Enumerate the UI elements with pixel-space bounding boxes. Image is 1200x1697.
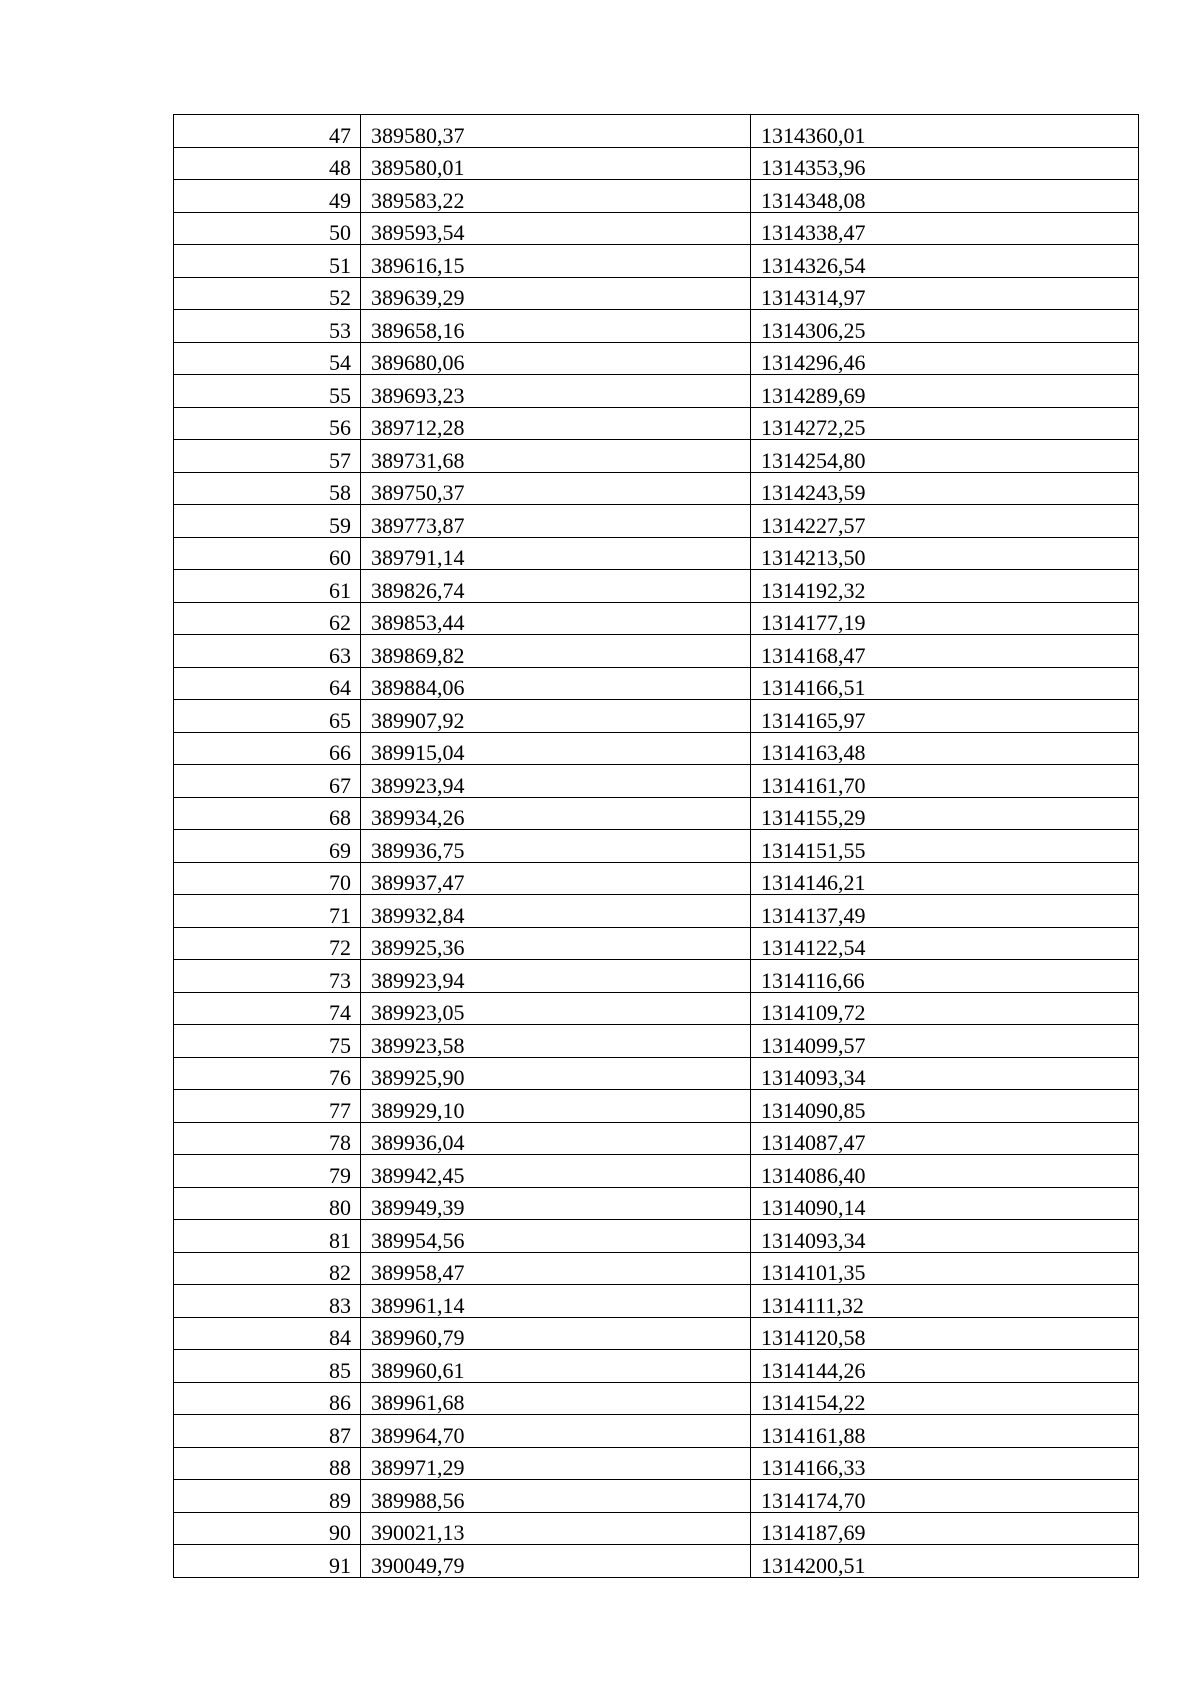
y-coordinate-cell: 1314090,85 — [751, 1090, 1139, 1123]
point-number-cell: 56 — [174, 407, 361, 440]
point-number-cell: 53 — [174, 310, 361, 343]
table-row — [174, 1057, 1139, 1090]
table-row — [174, 375, 1139, 408]
point-number-cell: 82 — [174, 1252, 361, 1285]
table-row — [174, 960, 1139, 993]
y-coordinate-cell: 1314227,57 — [751, 505, 1139, 538]
y-coordinate-cell: 1314187,69 — [751, 1512, 1139, 1545]
y-coordinate-cell: 1314122,54 — [751, 927, 1139, 960]
y-coordinate-cell: 1314243,59 — [751, 472, 1139, 505]
table-row — [174, 1447, 1139, 1480]
x-coordinate-cell: 389907,92 — [361, 700, 751, 733]
point-number-cell: 77 — [174, 1090, 361, 1123]
table-row — [174, 1252, 1139, 1285]
point-number-cell: 68 — [174, 797, 361, 830]
x-coordinate-cell: 389923,94 — [361, 960, 751, 993]
x-coordinate-cell: 389936,04 — [361, 1122, 751, 1155]
x-coordinate-cell: 389936,75 — [361, 830, 751, 863]
y-coordinate-cell: 1314338,47 — [751, 212, 1139, 245]
y-coordinate-cell: 1314151,55 — [751, 830, 1139, 863]
table-row — [174, 147, 1139, 180]
x-coordinate-cell: 389954,56 — [361, 1220, 751, 1253]
point-number-cell: 70 — [174, 862, 361, 895]
point-number-cell: 61 — [174, 570, 361, 603]
table-row — [174, 635, 1139, 668]
y-coordinate-cell: 1314111,32 — [751, 1285, 1139, 1318]
point-number-cell: 85 — [174, 1350, 361, 1383]
point-number-cell: 57 — [174, 440, 361, 473]
y-coordinate-cell: 1314166,33 — [751, 1447, 1139, 1480]
point-number-cell: 75 — [174, 1025, 361, 1058]
y-coordinate-cell: 1314086,40 — [751, 1155, 1139, 1188]
y-coordinate-cell: 1314163,48 — [751, 732, 1139, 765]
point-number-cell: 86 — [174, 1382, 361, 1415]
coordinates-table — [173, 114, 1139, 1578]
x-coordinate-cell: 389580,01 — [361, 147, 751, 180]
x-coordinate-cell: 389791,14 — [361, 537, 751, 570]
point-number-cell: 54 — [174, 342, 361, 375]
y-coordinate-cell: 1314168,47 — [751, 635, 1139, 668]
point-number-cell: 80 — [174, 1187, 361, 1220]
y-coordinate-cell: 1314289,69 — [751, 375, 1139, 408]
x-coordinate-cell: 389593,54 — [361, 212, 751, 245]
table-row — [174, 212, 1139, 245]
x-coordinate-cell: 389923,05 — [361, 992, 751, 1025]
table-row — [174, 602, 1139, 635]
point-number-cell: 83 — [174, 1285, 361, 1318]
y-coordinate-cell: 1314200,51 — [751, 1545, 1139, 1578]
table-row — [174, 992, 1139, 1025]
point-number-cell: 52 — [174, 277, 361, 310]
y-coordinate-cell: 1314174,70 — [751, 1480, 1139, 1513]
table-row — [174, 862, 1139, 895]
y-coordinate-cell: 1314272,25 — [751, 407, 1139, 440]
table-row — [174, 1122, 1139, 1155]
point-number-cell: 72 — [174, 927, 361, 960]
x-coordinate-cell: 389639,29 — [361, 277, 751, 310]
point-number-cell: 62 — [174, 602, 361, 635]
table-row — [174, 1025, 1139, 1058]
point-number-cell: 50 — [174, 212, 361, 245]
y-coordinate-cell: 1314144,26 — [751, 1350, 1139, 1383]
x-coordinate-cell: 389942,45 — [361, 1155, 751, 1188]
point-number-cell: 66 — [174, 732, 361, 765]
table-row — [174, 505, 1139, 538]
y-coordinate-cell: 1314154,22 — [751, 1382, 1139, 1415]
x-coordinate-cell: 389971,29 — [361, 1447, 751, 1480]
y-coordinate-cell: 1314166,51 — [751, 667, 1139, 700]
y-coordinate-cell: 1314116,66 — [751, 960, 1139, 993]
y-coordinate-cell: 1314109,72 — [751, 992, 1139, 1025]
x-coordinate-cell: 389773,87 — [361, 505, 751, 538]
x-coordinate-cell: 389961,68 — [361, 1382, 751, 1415]
table-row — [174, 1512, 1139, 1545]
point-number-cell: 87 — [174, 1415, 361, 1448]
table-row — [174, 830, 1139, 863]
x-coordinate-cell: 390049,79 — [361, 1545, 751, 1578]
x-coordinate-cell: 389961,14 — [361, 1285, 751, 1318]
x-coordinate-cell: 389869,82 — [361, 635, 751, 668]
y-coordinate-cell: 1314192,32 — [751, 570, 1139, 603]
y-coordinate-cell: 1314137,49 — [751, 895, 1139, 928]
x-coordinate-cell: 389932,84 — [361, 895, 751, 928]
x-coordinate-cell: 389949,39 — [361, 1187, 751, 1220]
point-number-cell: 55 — [174, 375, 361, 408]
table-row — [174, 1545, 1139, 1578]
y-coordinate-cell: 1314093,34 — [751, 1057, 1139, 1090]
table-row — [174, 310, 1139, 343]
point-number-cell: 48 — [174, 147, 361, 180]
table-row — [174, 245, 1139, 278]
point-number-cell: 65 — [174, 700, 361, 733]
x-coordinate-cell: 389712,28 — [361, 407, 751, 440]
point-number-cell: 81 — [174, 1220, 361, 1253]
y-coordinate-cell: 1314161,88 — [751, 1415, 1139, 1448]
table-row — [174, 1285, 1139, 1318]
point-number-cell: 71 — [174, 895, 361, 928]
y-coordinate-cell: 1314314,97 — [751, 277, 1139, 310]
point-number-cell: 60 — [174, 537, 361, 570]
y-coordinate-cell: 1314348,08 — [751, 180, 1139, 213]
table-row — [174, 537, 1139, 570]
table-row — [174, 407, 1139, 440]
table-row — [174, 700, 1139, 733]
table-row — [174, 732, 1139, 765]
point-number-cell: 47 — [174, 115, 361, 148]
table-row — [174, 1350, 1139, 1383]
x-coordinate-cell: 389937,47 — [361, 862, 751, 895]
y-coordinate-cell: 1314213,50 — [751, 537, 1139, 570]
point-number-cell: 84 — [174, 1317, 361, 1350]
table-row — [174, 765, 1139, 798]
point-number-cell: 78 — [174, 1122, 361, 1155]
point-number-cell: 58 — [174, 472, 361, 505]
point-number-cell: 88 — [174, 1447, 361, 1480]
y-coordinate-cell: 1314093,34 — [751, 1220, 1139, 1253]
x-coordinate-cell: 389826,74 — [361, 570, 751, 603]
y-coordinate-cell: 1314101,35 — [751, 1252, 1139, 1285]
point-number-cell: 67 — [174, 765, 361, 798]
table-row — [174, 1090, 1139, 1123]
y-coordinate-cell: 1314146,21 — [751, 862, 1139, 895]
point-number-cell: 79 — [174, 1155, 361, 1188]
y-coordinate-cell: 1314090,14 — [751, 1187, 1139, 1220]
x-coordinate-cell: 389958,47 — [361, 1252, 751, 1285]
table-row — [174, 1220, 1139, 1253]
point-number-cell: 51 — [174, 245, 361, 278]
x-coordinate-cell: 390021,13 — [361, 1512, 751, 1545]
table-row — [174, 927, 1139, 960]
point-number-cell: 91 — [174, 1545, 361, 1578]
point-number-cell: 63 — [174, 635, 361, 668]
x-coordinate-cell: 389929,10 — [361, 1090, 751, 1123]
x-coordinate-cell: 389925,36 — [361, 927, 751, 960]
table-row — [174, 472, 1139, 505]
x-coordinate-cell: 389750,37 — [361, 472, 751, 505]
table-row — [174, 1155, 1139, 1188]
point-number-cell: 59 — [174, 505, 361, 538]
x-coordinate-cell: 389658,16 — [361, 310, 751, 343]
x-coordinate-cell: 389680,06 — [361, 342, 751, 375]
x-coordinate-cell: 389960,61 — [361, 1350, 751, 1383]
x-coordinate-cell: 389853,44 — [361, 602, 751, 635]
y-coordinate-cell: 1314099,57 — [751, 1025, 1139, 1058]
y-coordinate-cell: 1314177,19 — [751, 602, 1139, 635]
x-coordinate-cell: 389960,79 — [361, 1317, 751, 1350]
table-row — [174, 180, 1139, 213]
table-row — [174, 115, 1139, 148]
x-coordinate-cell: 389964,70 — [361, 1415, 751, 1448]
table-row — [174, 797, 1139, 830]
y-coordinate-cell: 1314120,58 — [751, 1317, 1139, 1350]
y-coordinate-cell: 1314296,46 — [751, 342, 1139, 375]
table-row — [174, 1480, 1139, 1513]
table-row — [174, 570, 1139, 603]
point-number-cell: 69 — [174, 830, 361, 863]
y-coordinate-cell: 1314155,29 — [751, 797, 1139, 830]
point-number-cell: 90 — [174, 1512, 361, 1545]
point-number-cell: 74 — [174, 992, 361, 1025]
y-coordinate-cell: 1314360,01 — [751, 115, 1139, 148]
x-coordinate-cell: 389923,58 — [361, 1025, 751, 1058]
point-number-cell: 64 — [174, 667, 361, 700]
x-coordinate-cell: 389580,37 — [361, 115, 751, 148]
y-coordinate-cell: 1314353,96 — [751, 147, 1139, 180]
point-number-cell: 49 — [174, 180, 361, 213]
x-coordinate-cell: 389884,06 — [361, 667, 751, 700]
point-number-cell: 89 — [174, 1480, 361, 1513]
x-coordinate-cell: 389934,26 — [361, 797, 751, 830]
y-coordinate-cell: 1314326,54 — [751, 245, 1139, 278]
y-coordinate-cell: 1314161,70 — [751, 765, 1139, 798]
y-coordinate-cell: 1314087,47 — [751, 1122, 1139, 1155]
table-row — [174, 1187, 1139, 1220]
point-number-cell: 76 — [174, 1057, 361, 1090]
table-row — [174, 895, 1139, 928]
table-row — [174, 1415, 1139, 1448]
table-row — [174, 277, 1139, 310]
y-coordinate-cell: 1314165,97 — [751, 700, 1139, 733]
table-row — [174, 1317, 1139, 1350]
table-row — [174, 342, 1139, 375]
x-coordinate-cell: 389988,56 — [361, 1480, 751, 1513]
x-coordinate-cell: 389583,22 — [361, 180, 751, 213]
x-coordinate-cell: 389915,04 — [361, 732, 751, 765]
point-number-cell: 73 — [174, 960, 361, 993]
table-row — [174, 667, 1139, 700]
coordinates-table-body — [174, 115, 1139, 1578]
x-coordinate-cell: 389925,90 — [361, 1057, 751, 1090]
table-row — [174, 1382, 1139, 1415]
x-coordinate-cell: 389616,15 — [361, 245, 751, 278]
y-coordinate-cell: 1314306,25 — [751, 310, 1139, 343]
y-coordinate-cell: 1314254,80 — [751, 440, 1139, 473]
table-row — [174, 440, 1139, 473]
x-coordinate-cell: 389923,94 — [361, 765, 751, 798]
x-coordinate-cell: 389693,23 — [361, 375, 751, 408]
x-coordinate-cell: 389731,68 — [361, 440, 751, 473]
